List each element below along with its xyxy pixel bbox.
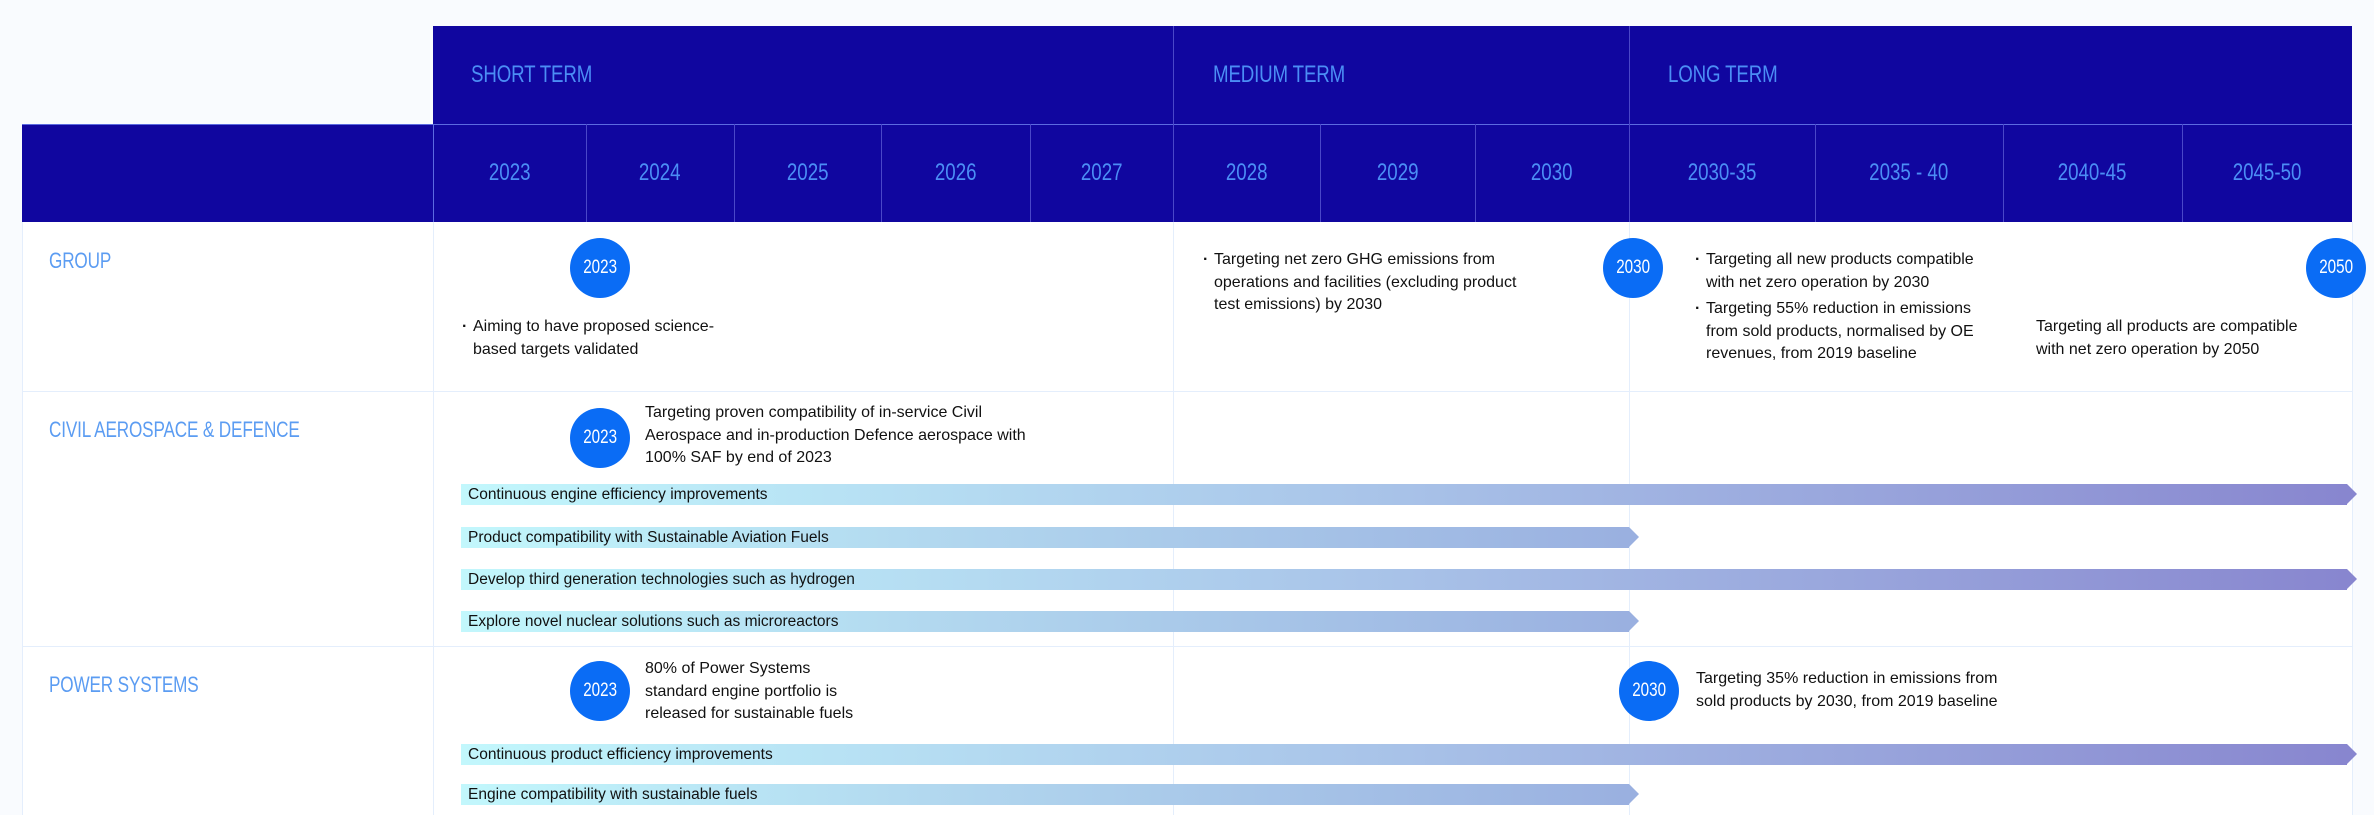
roadmap-bar: Product compatibility with Sustainable Aviation Fuels: [461, 527, 1639, 548]
milestone-2023: 2023: [570, 661, 630, 721]
milestone-2030: 2030: [1603, 238, 1663, 298]
year-2030-35: 2030-35: [1687, 159, 1757, 186]
power-2030-text: Targeting 35% reduction in emissions from sold products by 2030, from 2019 baseline: [1696, 670, 1998, 710]
roadmap-bar: Continuous engine efficiency improvements: [461, 484, 2357, 505]
term-short: [471, 26, 626, 124]
roadmap-bar: Continuous product efficiency improvements: [461, 744, 2357, 765]
row-civil-aerospace: [49, 417, 370, 443]
term-divider: [1173, 26, 1174, 124]
row-divider: [22, 391, 2352, 392]
term-short-label: SHORT TERM: [471, 61, 593, 88]
year-2028: 2028: [1225, 159, 1268, 186]
group-medium-term-text: [1203, 249, 1516, 317]
year-2040-45: 2040-45: [2058, 159, 2127, 186]
year-2025: 2025: [786, 159, 829, 186]
term-divider: [1629, 26, 1630, 124]
row-label-civil: CIVIL AEROSPACE & DEFENCE: [49, 417, 300, 442]
grid-line: [1173, 222, 1174, 815]
grid-line: [433, 222, 434, 815]
year-2035-40: 2035 - 40: [1869, 159, 1949, 186]
milestone-2023: 2023: [570, 408, 630, 468]
term-long: [1668, 26, 1808, 124]
year-2045-50: 2045-50: [2232, 159, 2302, 186]
grid-line: [22, 222, 23, 815]
arrow-tip-icon: [2347, 569, 2357, 589]
group-short-term-text: [462, 316, 714, 361]
year-2029: 2029: [1376, 159, 1419, 186]
arrow-tip-icon: [1629, 784, 1639, 804]
row-label-group: GROUP: [49, 248, 112, 273]
milestone-2050: 2050: [2306, 238, 2366, 298]
arrow-tip-icon: [1629, 527, 1639, 547]
milestone-2030: 2030: [1619, 661, 1679, 721]
year-2026: 2026: [934, 159, 977, 186]
bullet-item: · Targeting all new products compatible with net zero operation by 2030: [1695, 249, 1974, 294]
arrow-tip-icon: [2347, 484, 2357, 504]
row-group: [49, 248, 129, 274]
year-2030: 2030: [1531, 159, 1573, 186]
bullet-item: · Aiming to have proposed science- based targets validated: [462, 316, 714, 361]
civil-milestone-text: Targeting proven compatibility of in-service Civil Aerospace and in-production Defence aerospace with 100% SAF by end of 2023: [645, 404, 1026, 466]
arrow-tip-icon: [1629, 611, 1639, 631]
power-2023-text: 80% of Power Systems standard engine portfolio is released for sustainable fuels: [645, 660, 854, 722]
term-medium: [1213, 26, 1382, 124]
row-power-systems: [49, 672, 241, 698]
arrow-tip-icon: [2347, 744, 2357, 764]
year-2024: 2024: [639, 159, 681, 186]
group-2050-text: Targeting all products are compatible with net zero operation by 2050: [2036, 318, 2298, 358]
bullet-item: · Targeting net zero GHG emissions from operations and facilities (excluding product test emissions) by 2030: [1203, 249, 1516, 317]
grid-line: [2352, 222, 2353, 815]
row-divider: [22, 646, 2352, 647]
grid-line: [1629, 222, 1630, 815]
content-area: [22, 222, 2352, 815]
roadmap-bar: Explore novel nuclear solutions such as microreactors: [461, 611, 1639, 632]
roadmap-bar: Engine compatibility with sustainable fuels: [461, 784, 1639, 805]
term-long-label: LONG TERM: [1668, 61, 1778, 88]
group-long-term-text: [1695, 249, 1974, 366]
year-2027: 2027: [1080, 159, 1123, 186]
term-medium-label: MEDIUM TERM: [1213, 61, 1346, 88]
milestone-2023: 2023: [570, 238, 630, 298]
roadmap-bar: Develop third generation technologies such as hydrogen: [461, 569, 2357, 590]
year-2023: 2023: [488, 159, 531, 186]
bullet-item: · Targeting 55% reduction in emissions from sold products, normalised by OE revenues, from 2019 baseline: [1695, 298, 1974, 366]
term-header-row: [433, 26, 2352, 124]
row-label-power: POWER SYSTEMS: [49, 672, 199, 697]
